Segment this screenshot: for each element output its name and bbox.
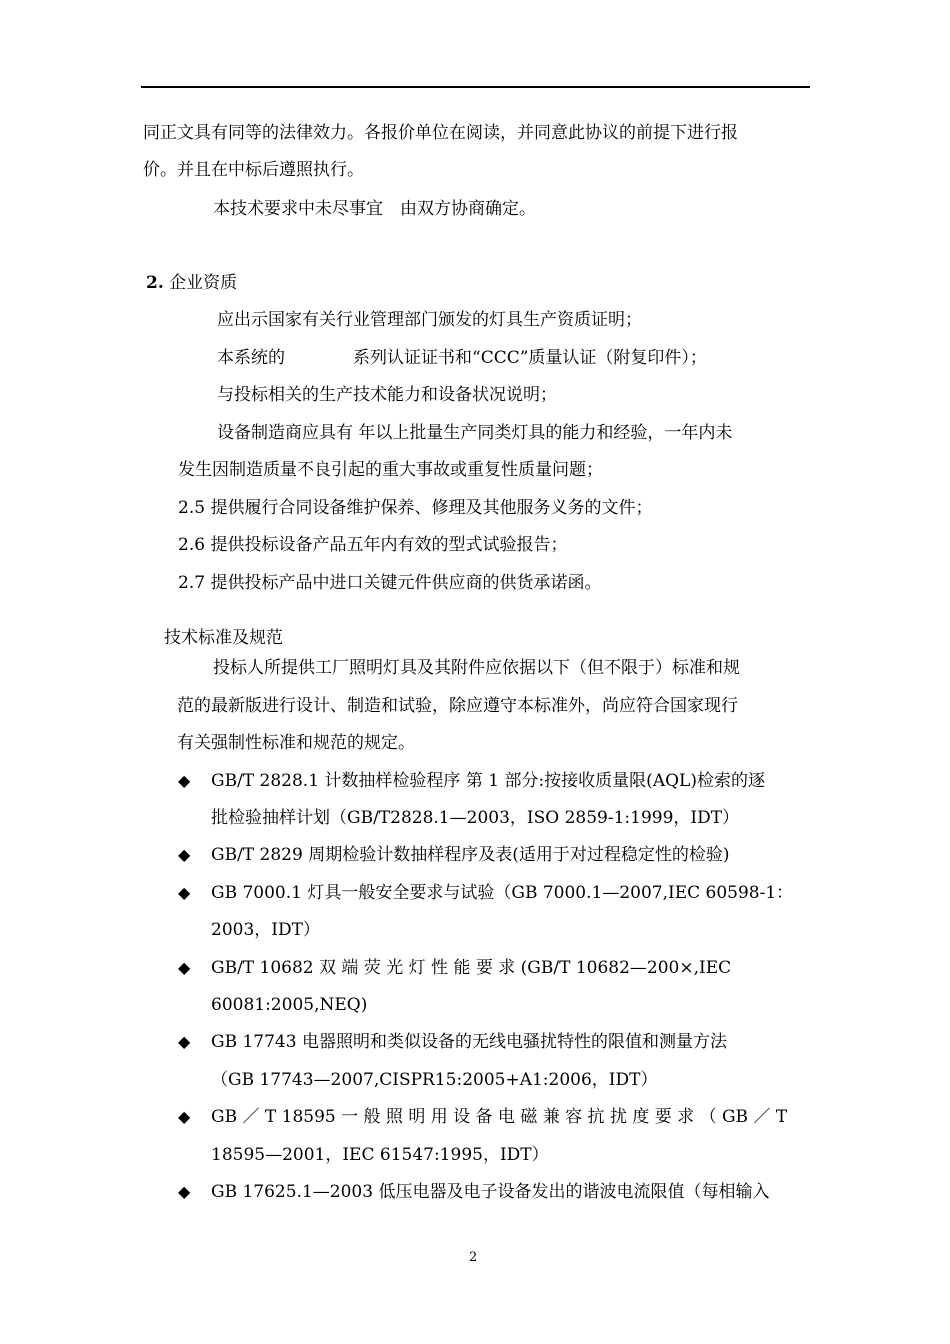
standard-item-1-line-1: GB/T 2828.1 计数抽样检验程序 第 1 部分:按接收质量限(AQL)检索的逐 [211,771,765,791]
section-2-item-6: 2.6 提供投标设备产品五年内有效的型式试验报告； [178,535,568,555]
standard-item-3-line-1: GB 7000.1 灯具一般安全要求与试验（GB 7000.1—2007,IEC 60598-1： [211,883,794,903]
intro-line-1: 同正文具有同等的法律效力。各报价单位在阅读，并同意此协议的前提下进行报 [143,123,738,143]
diamond-bullet-icon: ◆ [178,771,191,790]
intro-line-3: 本技术要求中未尽事宜 由双方协商确定。 [213,199,536,219]
diamond-bullet-icon: ◆ [178,1182,191,1201]
standard-item-6-line-2: 18595—2001，IEC 61547:1995，IDT） [211,1145,549,1165]
section-2-heading [146,272,237,294]
standards-intro-line-1: 投标人所提供工厂照明灯具及其附件应依据以下（但不限于）标准和规 [213,658,740,678]
standards-intro-line-3: 有关强制性标准和规范的规定。 [177,733,415,753]
section-2-paragraph-1: 应出示国家有关行业管理部门颁发的灯具生产资质证明； [217,310,642,330]
section-2-number: 2. [146,273,164,293]
standard-item-1-line-2: 批检验抽样计划（GB/T2828.1—2003，ISO 2859-1:1999，IDT） [211,808,740,828]
diamond-bullet-icon: ◆ [178,1107,191,1126]
standard-item-3-line-2: 2003，IDT） [211,920,320,940]
standards-intro-line-2: 范的最新版进行设计、制造和试验，除应遵守本标准外，尚应符合国家现行 [177,696,738,716]
intro-line-2: 价。并且在中标后遵照执行。 [143,160,364,180]
diamond-bullet-icon: ◆ [178,845,191,864]
standards-heading: 技术标准及规范 [164,628,283,648]
standard-item-4-line-2: 60081:2005,NEQ) [211,995,368,1015]
section-2-paragraph-2: 本系统的 系列认证证书和“CCC”质量认证（附复印件）； [217,348,707,368]
section-2-paragraph-3: 与投标相关的生产技术能力和设备状况说明； [217,385,557,405]
page-number: 2 [469,1250,478,1265]
section-2-item-7: 2.7 提供投标产品中进口关键元件供应商的供货承诺函。 [178,573,602,593]
diamond-bullet-icon: ◆ [178,958,191,977]
header-rule [141,86,810,88]
standard-item-4-line-1: GB/T 10682 双 端 荧 光 灯 性 能 要 求 (GB/T 10682—200×,IEC [211,958,732,978]
standard-item-2-line-1: GB/T 2829 周期检验计数抽样程序及表(适用于对过程稳定性的检验) [211,845,730,865]
standard-item-6-line-1: GB ／ T 18595 一 般 照 明 用 设 备 电 磁 兼 容 抗 扰 度 要 求 （ GB ／ T [211,1107,788,1127]
section-2-paragraph-4-line-2: 发生因制造质量不良引起的重大事故或重复性质量问题； [178,460,603,480]
standard-item-7-line-1: GB 17625.1—2003 低压电器及电子设备发出的谐波电流限值（每相输入 [211,1182,770,1202]
standard-item-5-line-1: GB 17743 电器照明和类似设备的无线电骚扰特性的限值和测量方法 [211,1032,727,1052]
section-2-paragraph-4-line-1: 设备制造商应具有 年以上批量生产同类灯具的能力和经验，一年内未 [217,423,733,443]
standard-item-5-line-2: （GB 17743—2007,CISPR15:2005+A1:2006，IDT） [211,1070,658,1090]
diamond-bullet-icon: ◆ [178,883,191,902]
diamond-bullet-icon: ◆ [178,1032,191,1051]
section-2-title: 企业资质 [169,273,238,293]
section-2-item-5: 2.5 提供履行合同设备维护保养、修理及其他服务义务的文件； [178,498,653,518]
